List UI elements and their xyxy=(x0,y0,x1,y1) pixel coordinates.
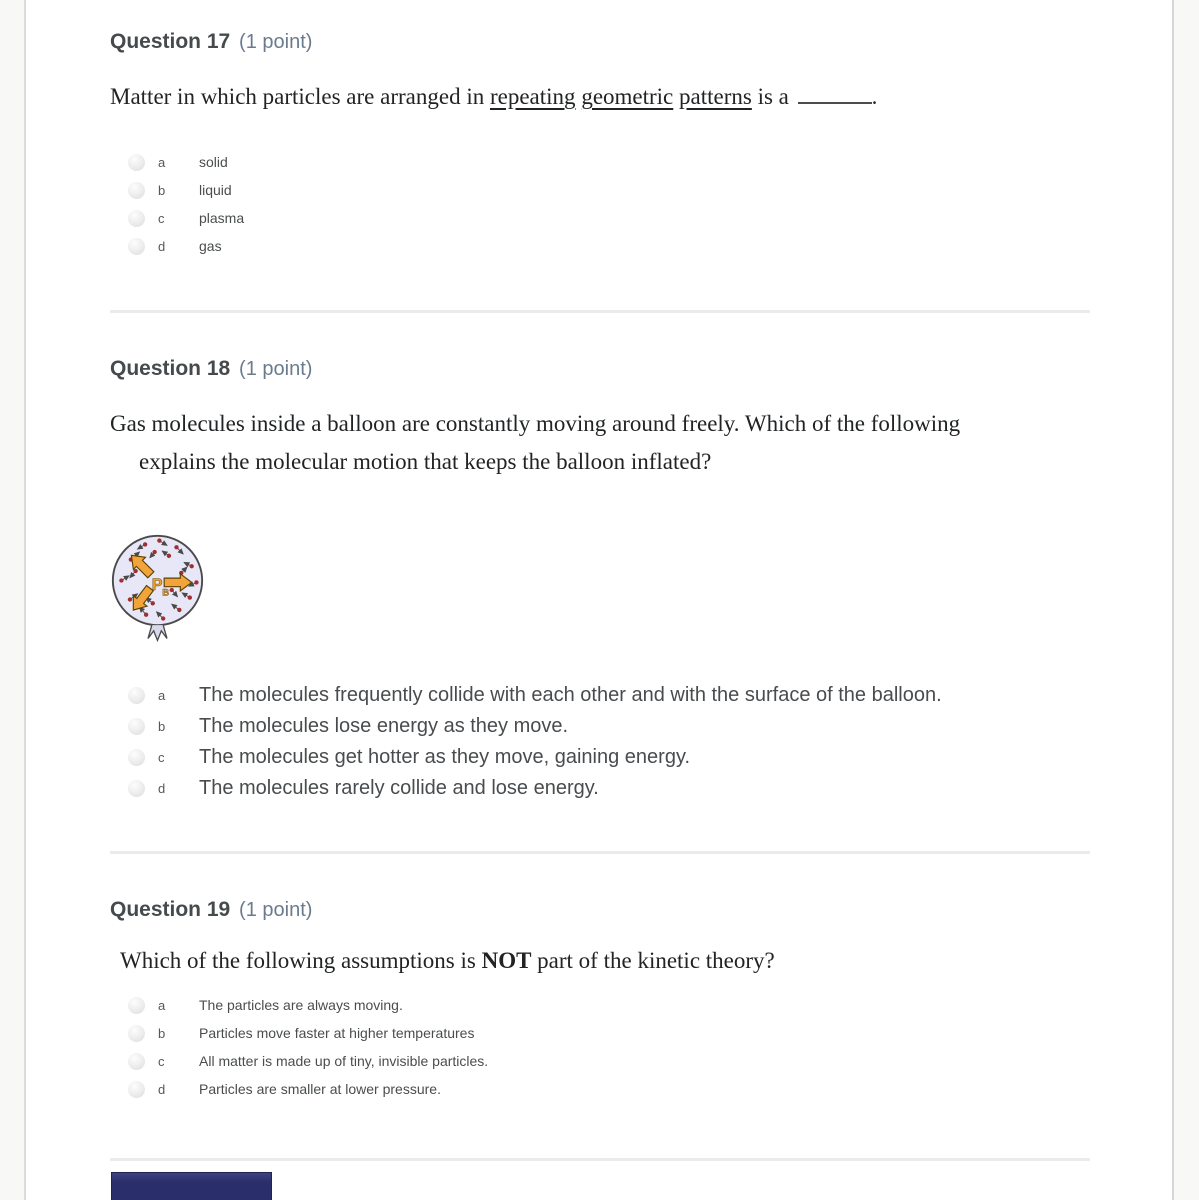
question-19-number: Question 19 xyxy=(110,898,231,921)
option-row-c[interactable] xyxy=(128,1047,1172,1075)
radio-button-c[interactable] xyxy=(128,1053,145,1070)
balloon-figure-wrap xyxy=(110,531,1172,649)
question-18-text xyxy=(110,405,964,481)
question-19-block xyxy=(110,898,1172,1103)
option-row-d[interactable] xyxy=(128,773,1172,804)
option-letter: d xyxy=(158,1081,166,1097)
text-segment: Matter in which particles are arranged in xyxy=(110,84,490,109)
option-row-c[interactable] xyxy=(128,204,1172,232)
radio-button-a[interactable] xyxy=(128,997,145,1014)
balloon-figure xyxy=(110,531,205,649)
option-text: The molecules frequently collide with each other and with the surface of the balloon. xyxy=(199,684,942,706)
question-19-points: (1 point) xyxy=(239,899,313,921)
pressure-label-sub: B xyxy=(162,587,170,599)
radio-button-b[interactable] xyxy=(128,718,145,735)
option-letter: d xyxy=(158,781,166,796)
answer-blank xyxy=(798,79,872,104)
text-segment: Which of the following assumptions is xyxy=(120,948,482,973)
question-18-options xyxy=(128,680,1172,804)
question-divider xyxy=(110,851,1090,854)
option-letter: d xyxy=(158,238,166,254)
question-17-points: (1 point) xyxy=(239,31,313,53)
bottom-divider xyxy=(110,1158,1090,1161)
option-text: Particles move faster at higher temperatures xyxy=(199,1025,475,1041)
question-17-text xyxy=(110,79,1172,113)
option-text: liquid xyxy=(199,182,232,198)
option-letter: a xyxy=(158,154,166,170)
option-row-d[interactable] xyxy=(128,1075,1172,1103)
radio-button-c[interactable] xyxy=(128,210,145,227)
radio-button-a[interactable] xyxy=(128,687,145,704)
option-row-a[interactable] xyxy=(128,991,1172,1019)
option-text: Particles are smaller at lower pressure. xyxy=(199,1081,441,1097)
option-text: The molecules lose energy as they move. xyxy=(199,715,569,737)
question-17-block xyxy=(110,30,1172,260)
option-letter: a xyxy=(158,997,166,1013)
question-18-header xyxy=(110,357,1172,381)
question-19-options xyxy=(128,991,1172,1103)
radio-button-a[interactable] xyxy=(128,154,145,171)
text-segment: part of the kinetic theory? xyxy=(531,948,775,973)
option-text: plasma xyxy=(199,210,245,226)
option-row-d[interactable] xyxy=(128,232,1172,260)
option-text: All matter is made up of tiny, invisible particles. xyxy=(199,1053,489,1069)
question-19-header xyxy=(110,898,1172,922)
option-row-a[interactable] xyxy=(128,680,1172,711)
question-17-number: Question 17 xyxy=(110,30,231,53)
question-18-block xyxy=(110,357,1172,804)
question-divider xyxy=(110,310,1090,313)
question-17-header xyxy=(110,30,1172,54)
text-segment: . xyxy=(871,84,878,109)
page-gutter-right xyxy=(1172,0,1199,1200)
option-text: The molecules get hotter as they move, gaining energy. xyxy=(199,746,691,768)
page-gutter-left xyxy=(0,0,26,1200)
question-18-number: Question 18 xyxy=(110,357,231,380)
radio-button-d[interactable] xyxy=(128,238,145,255)
option-letter: b xyxy=(158,719,166,734)
balloon-knot xyxy=(148,625,167,640)
question-17-options xyxy=(128,148,1172,260)
option-letter: c xyxy=(158,210,165,226)
option-row-a[interactable] xyxy=(128,148,1172,176)
option-row-b[interactable] xyxy=(128,711,1172,742)
option-text: solid xyxy=(199,154,228,170)
text-segment: patterns xyxy=(679,84,752,109)
radio-button-c[interactable] xyxy=(128,749,145,766)
option-text: The molecules rarely collide and lose energy. xyxy=(199,777,599,799)
option-row-b[interactable] xyxy=(128,176,1172,204)
question-18-points: (1 point) xyxy=(239,358,313,380)
radio-button-b[interactable] xyxy=(128,1025,145,1042)
radio-button-d[interactable] xyxy=(128,1081,145,1098)
option-letter: b xyxy=(158,1025,166,1041)
text-segment: geometric xyxy=(581,84,674,109)
option-text: The particles are always moving. xyxy=(199,997,403,1013)
radio-button-b[interactable] xyxy=(128,182,145,199)
option-letter: a xyxy=(158,688,166,703)
submit-quiz-button[interactable] xyxy=(111,1172,272,1200)
text-segment: repeating xyxy=(489,84,576,109)
quiz-content xyxy=(26,0,1172,1200)
text-segment: NOT xyxy=(481,948,532,973)
pressure-label: P xyxy=(151,576,163,594)
option-letter: c xyxy=(158,1053,165,1069)
option-row-c[interactable] xyxy=(128,742,1172,773)
text-segment: Gas molecules inside a balloon are constantly moving around freely. Which of the following explains the molecular motion that keeps the balloon inflated? xyxy=(110,411,961,474)
option-letter: b xyxy=(158,182,166,198)
option-row-b[interactable] xyxy=(128,1019,1172,1047)
text-segment: is a xyxy=(751,84,795,109)
option-text: gas xyxy=(199,238,222,254)
radio-button-d[interactable] xyxy=(128,780,145,797)
option-letter: c xyxy=(158,750,165,765)
question-19-text xyxy=(120,944,1172,977)
